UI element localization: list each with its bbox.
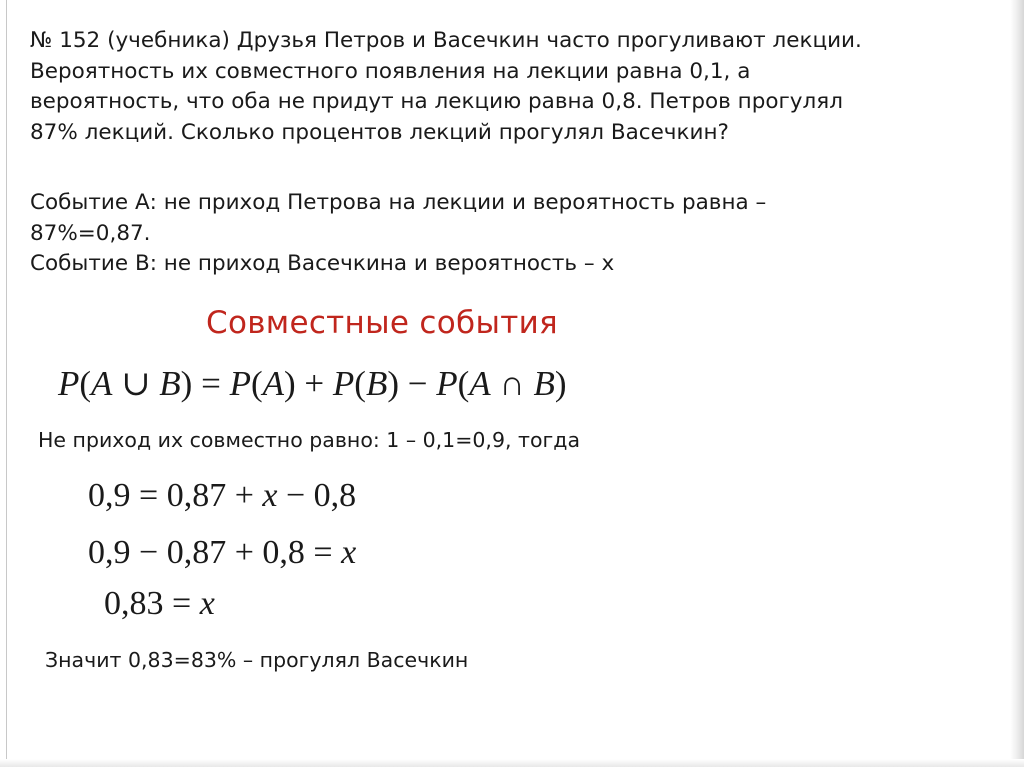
formula-symbol: A: [469, 364, 491, 403]
minus-symbol: −: [407, 364, 428, 403]
formula-symbol: P: [229, 364, 251, 403]
equation-2: 0,9 − 0,87 + 0,8 = x: [88, 534, 357, 571]
formula-symbol: P: [332, 364, 355, 403]
event-a-value-line: 87%=0,87.: [30, 220, 151, 246]
conclusion: Значит 0,83=83% – прогулял Васечкин: [45, 648, 469, 672]
formula-symbol: P: [436, 364, 458, 403]
problem-line: № 152 (учебника) Друзья Петров и Васечкин часто прогуливают лекции.: [30, 28, 862, 53]
union-symbol: ∪: [121, 364, 151, 403]
section-heading: Совместные события: [206, 305, 558, 341]
addition-rule-formula: P(A ∪ B) = P(A) + P(B) − P(A ∩ B): [58, 364, 567, 403]
formula-symbol: B: [365, 364, 388, 403]
event-a-line: Событие А: не приход Петрова на лекции и вероятность равна –: [30, 190, 767, 215]
formula-symbol: B: [159, 364, 181, 403]
page-edge-left: [6, 0, 7, 767]
event-definitions: [30, 188, 766, 280]
equation-3: 0,83 = x: [104, 585, 215, 622]
intersection-symbol: ∩: [499, 364, 525, 403]
joint-absence-condition: Не приход их совместно равно: 1 – 0,1=0,9, тогда: [38, 428, 581, 452]
formula-symbol: P: [58, 364, 80, 403]
equation-1: 0,9 = 0,87 + x − 0,8: [88, 477, 357, 514]
formula-symbol: A: [91, 364, 113, 403]
problem-line: вероятность, что оба не придут на лекцию равна 0,8. Петров прогулял: [30, 89, 843, 114]
page-edge-bottom: [0, 759, 1024, 767]
page-edge-shadow: [1010, 0, 1024, 767]
problem-statement: [30, 26, 862, 148]
formula-symbol: A: [262, 364, 284, 403]
event-b-line: Событие В: не приход Васечкина и вероятность – х: [30, 251, 615, 276]
equals-symbol: =: [201, 364, 221, 403]
plus-symbol: +: [304, 364, 325, 403]
formula-symbol: B: [533, 364, 555, 403]
problem-line: Вероятность их совместного появления на лекции равна 0,1, а: [30, 58, 751, 84]
problem-line: 87% лекций. Сколько процентов лекций прогулял Васечкин?: [30, 119, 729, 145]
